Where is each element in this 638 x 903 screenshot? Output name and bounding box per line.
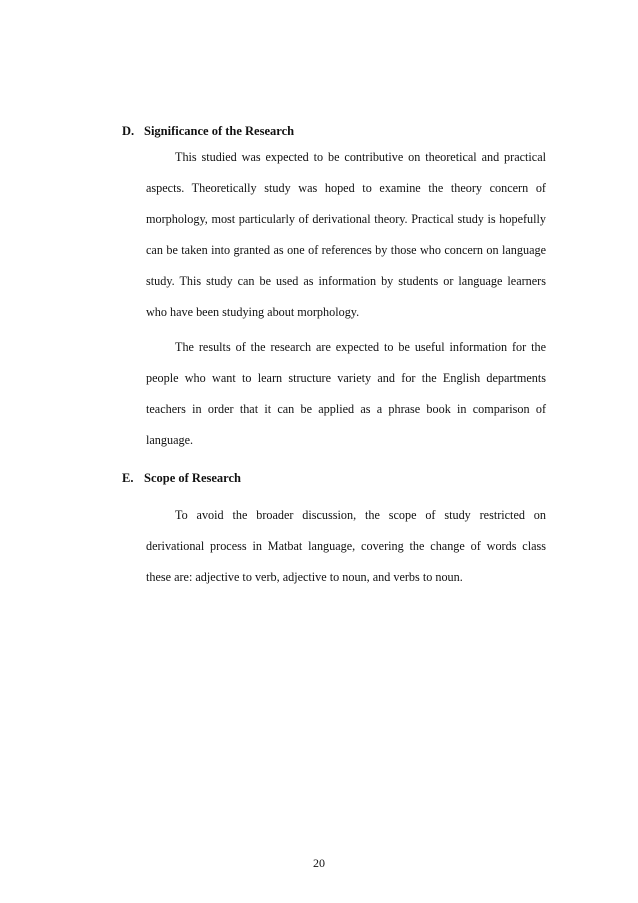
paragraph-scope-1: To avoid the broader discussion, the scope of study restricted on derivational process in Matbat language, covering the change of words class these are: adjective to verb, adjective to noun, and verbs to noun.: [146, 508, 546, 584]
section-letter: D.: [122, 124, 135, 138]
page-number: 20: [313, 856, 325, 870]
section-title: Scope of Research: [144, 471, 241, 485]
paragraph-significance-1: This studied was expected to be contributive on theoretical and practical aspects. Theoretically study was hoped to examine the theory concern of morphology, most particularly of derivational theory. Practical study is hopefully can be taken into granted as one of references by those who concern on language study. This study can be used as information by students or language learners who have been studying about morphology.: [146, 150, 546, 319]
section-heading-scope: [122, 470, 241, 486]
section-letter: E.: [122, 471, 134, 485]
section-heading-significance: [122, 123, 294, 139]
paragraph-significance-2: The results of the research are expected to be useful information for the people who want to learn structure variety and for the English departments teachers in order that it can be applied as a phrase book in comparison of language.: [146, 340, 546, 447]
section-title: Significance of the Research: [144, 124, 295, 138]
